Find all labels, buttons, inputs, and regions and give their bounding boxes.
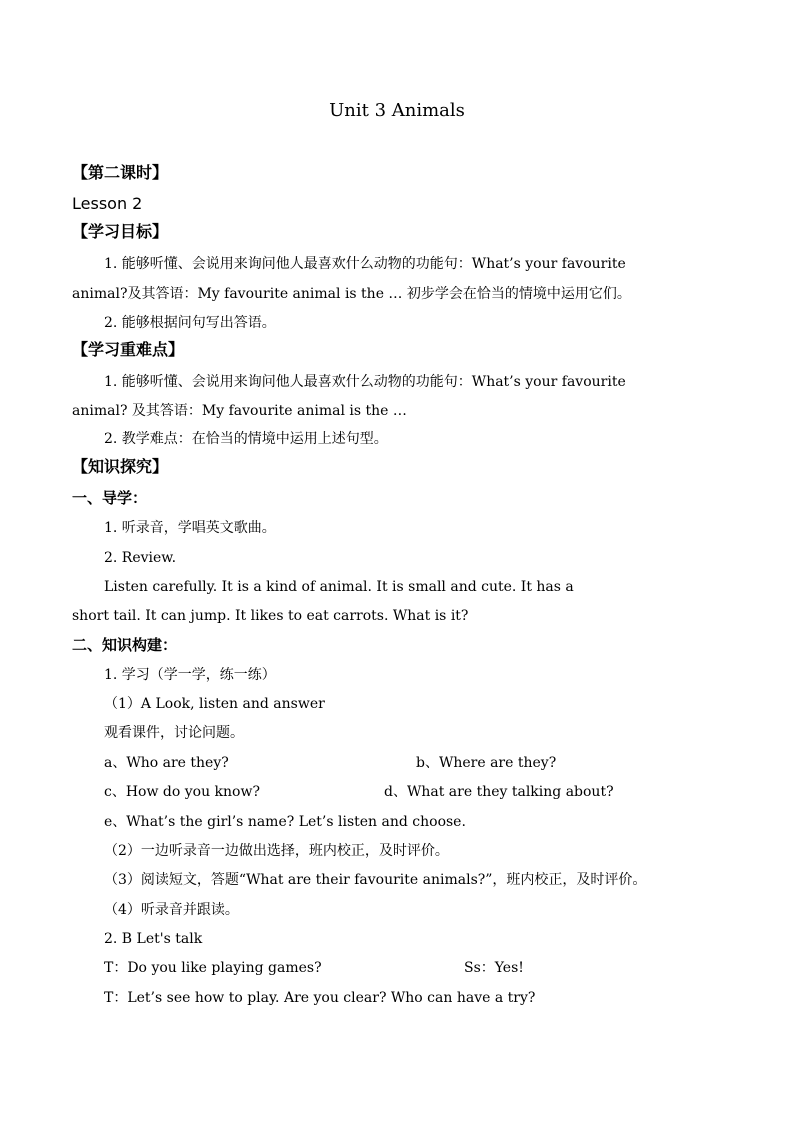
- key-point-1-line-1: 1. 能够听懂、会说用来询问他人最喜欢什么动物的功能句：What’s your favourite: [104, 374, 626, 390]
- construction-item-1: 1. 学习（学一学，练一练）: [104, 667, 276, 683]
- dialogue-teacher-2: T：Let’s see how to play. Are you clear? Who can have a try?: [104, 990, 536, 1006]
- step-1-look-listen-answer: （1）A Look, listen and answer: [104, 696, 325, 712]
- step-4: （4）听录音并跟读。: [104, 902, 239, 918]
- section-heading-exploration: 【知识探究】: [72, 457, 169, 476]
- review-text-line-1: Listen carefully. It is a kind of animal. It is small and cute. It has a: [104, 579, 574, 595]
- section-heading-objectives: 【学习目标】: [72, 222, 169, 241]
- review-text-line-2: short tail. It can jump. It likes to eat carrots. What is it?: [72, 608, 469, 624]
- step-3: （3）阅读短文，答题“What are their favourite animals?”，班内校正，及时评价。: [104, 872, 647, 888]
- subheading-guide: 一、导学：: [72, 489, 148, 507]
- step-2: （2）一边听录音一边做出选择，班内校正，及时评价。: [104, 843, 449, 859]
- section-heading-lesson-period: 【第二课时】: [72, 163, 169, 182]
- lesson-label: Lesson 2: [72, 194, 143, 213]
- guide-item-1: 1. 听录音，学唱英文歌曲。: [104, 520, 276, 536]
- question-b: b、Where are they?: [416, 755, 557, 771]
- question-c: c、How do you know?: [104, 784, 260, 800]
- key-point-2: 2. 教学难点：在恰当的情境中运用上述句型。: [104, 431, 388, 447]
- question-d: d、What are they talking about?: [384, 784, 614, 800]
- objective-1-line-2: animal?及其答语：My favourite animal is the … 初步学会在恰当的情境中运用它们。: [72, 286, 631, 302]
- objective-1-line-1: 1. 能够听懂、会说用来询问他人最喜欢什么动物的功能句：What’s your favourite: [104, 256, 626, 272]
- key-point-1-line-2: animal? 及其答语：My favourite animal is the …: [72, 403, 407, 419]
- step-1-instruction: 观看课件，讨论问题。: [104, 725, 244, 741]
- subheading-knowledge-construction: 二、知识构建：: [72, 636, 178, 654]
- dialogue-students-1: Ss：Yes!: [464, 960, 524, 976]
- section-heading-key-points: 【学习重难点】: [72, 340, 185, 359]
- construction-item-2: 2. B Let's talk: [104, 931, 203, 947]
- document-title: Unit 3 Animals: [329, 100, 465, 121]
- question-e: e、What’s the girl’s name? Let’s listen and choose.: [104, 814, 466, 830]
- guide-item-2: 2. Review.: [104, 550, 177, 566]
- dialogue-teacher-1: T：Do you like playing games?: [104, 960, 322, 976]
- question-a: a、Who are they?: [104, 755, 229, 771]
- objective-2: 2. 能够根据问句写出答语。: [104, 315, 276, 331]
